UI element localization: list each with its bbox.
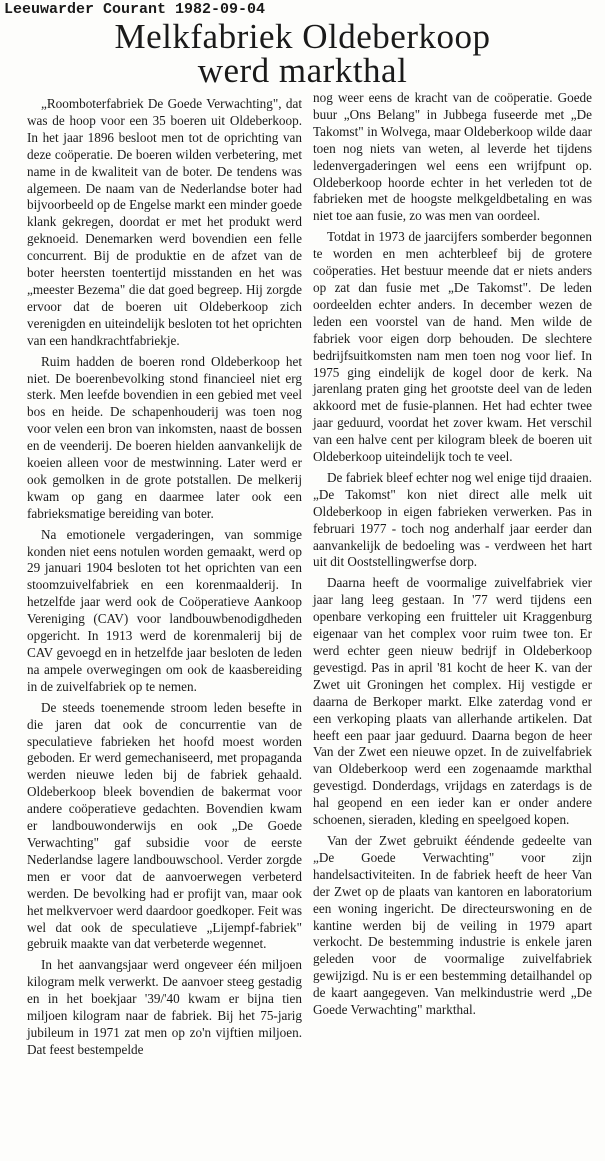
paragraph: Totdat in 1973 de jaarcijfers somberder begonnen te worden en men achterbleef bij de grotere coöperaties. Het bestuur meende dat er niets anders op zat dan fusie met „De Takomst". De leden oordeelden echter anders. In december wezen de leden een voorstel van de hand. Men wilde de fabriek voor eigen dorp behouden. De slechtere bedrijfsuitkomsten nam men toen nog voor lief. In 1975 ging eindelijk de kogel door de kerk. Na jarenlang praten ging het grootste deel van de leden akkoord met de fusie-plannen. Het had echter twee jaar geduurd, voordat het zover kwam. Het verschil van een halve cent per kilogram bleek de boeren uit Oldeberkoop uiteindelijk toch te veel.	[313, 229, 592, 465]
headline	[0, 17, 605, 90]
paragraph: De steeds toenemende stroom leden besefte in die jaren dat ook de concurrentie van de speculatieve fabrieken het hoofd moest worden geboden. Er werd gemechaniseerd, met propaganda werden nieuwe leden bij de fabriek gehaald. Oldeberkoop bleek bovendien de bakermat voor andere coöperatieve gedachten. Bovendien kwam er landbouwonderwijs en ook „De Goede Verwachting" gaf subsidie voor de eerste Nederlandse lagere landbouwschool. Verder zorgde men er voor dat de aanvoerwegen verbeterd werden. De bevolking had er profijt van, maar ook het melkvervoer werd daardoor goedkoper. Feit was wel dat ook de speculatieve „Lijempf-fabriek" gebruik maakte van dat verbeterde wegennet.	[27, 699, 303, 952]
paragraph: Na emotionele vergaderingen, van sommige konden niet eens notulen worden gemaakt, werd op 29 januari 1904 besloten tot het oprichten van een stoomzuivelfabriek en een korenmaalderij. In hetzelfde jaar werd ook de Coöperatieve Aankoop Vereniging (CAV) voor landbouwbenodigdheden opgericht. In 1913 werd de korenmalerij bij de CAV gevoegd en in hetzelfde jaar besloten de leden na ampele overwegingen om ook de kaasbereiding in de zuivelfabriek op te nemen.	[27, 526, 302, 694]
article-column-left	[27, 96, 302, 1063]
headline-line-1: Melkfabriek Oldeberkoop	[114, 17, 491, 56]
paragraph: Daarna heeft de voormalige zuivelfabriek vier jaar lang leeg gestaan. In '77 werd tijdens een openbare verkoping een fruitteler uit Kraggenburg eigenaar van het complex voor ruim twee ton. Er werd echter geen nieuw bedrijf in Oldeberkoop gevestigd. Pas in april '81 kocht de heer K. van der Zwet uit Groningen het complex. Hij vestigde er daarna de Berkoper markt. Elke zaterdag vond er een verkoping plaats van allerhande artikelen. Dat heeft een paar jaar geduurd. Daarna begon de heer Van der Zwet een nieuwe opzet. In de zuivelfabriek van Oldeberkoop werd een zogenaamde markthal gevestigd. Donderdags, vrijdags en zaterdags is de hal geopend en een ieder kan er onder andere schoenen, sieraden, kleding en speelgoed kopen.	[313, 575, 592, 828]
paragraph: De fabriek bleef echter nog wel enige tijd draaien. „De Takomst" kon niet direct alle melk uit Oldeberkoop in eigen fabrieken verwerken. Pas in februari 1977 - toch nog anderhalf jaar eerder dan aanvankelijk de bedoeling was - verdween het hart uit dit Ooststellingwerfse dorp.	[313, 469, 592, 570]
paragraph: In het aanvangsjaar werd ongeveer één miljoen kilogram melk verwerkt. De aanvoer steeg gestadig en in het boekjaar '39/'40 kwam er bijna tien miljoen kilogram naar de fabriek. Bij het 75-jarig jubileum in 1971 zat men op zo'n vijftien miljoen. Dat feest bestempelde	[27, 957, 302, 1057]
paragraph: Ruim hadden de boeren rond Oldeberkoop het niet. De boerenbevolking stond financieel niet erg sterk. Men leefde bovendien in een gebied met veel bos en heide. De schapenhouderij was toen nog voor velen een bron van inkomsten, naast de bossen en de veenderij. De boeren hielden aanvankelijk de koeien alleen voor de mestwinning. Later werd er ook gemolken in de grote potstallen. De melkerij kwam op gang en daarmee later ook een fabrieksmatige bereiding van boter.	[27, 353, 302, 521]
source-date-line: Leeuwarder Courant 1982-09-04	[4, 1, 266, 18]
paragraph: nog weer eens de kracht van de coöperatie. Goede buur „Ons Belang" in Jubbega fuseerde met „De Takomst" in Wolvega, maar Oldeberkoop wilde daar toen nog niets van weten, al leverde het tijdens ledenvergaderingen wel eens een wrijfpunt op. Oldeberkoop hoorde echter in het verleden tot de fabrieken met de hoogste melkgeldbetaling en was niet toe aan fusie, zo was men van oordeel.	[313, 90, 592, 224]
headline-line-2: werd markthal	[197, 51, 408, 90]
article-column-right	[313, 90, 592, 1023]
paragraph: „Roomboterfabriek De Goede Verwachting", dat was de hoop voor een 35 boeren uit Oldeberkoop. In het jaar 1896 besloot men tot de oprichting van deze coöperatie. De boeren wilden verbetering, met name in de kwaliteit van de boter. De tendens was algemeen. De naam van de Nederlandse boter had bijvoorbeeld op de Engelse markt een minder goede klank gekregen, doordat er met het produkt werd geknoeid. Denemarken werd bovendien een felle concurrent. Bij de produktie en de afzet van de boter heersten toentertijd misstanden en het was „meester Bezema" die dat goed begreep. Hij zorgde ervoor dat de boeren uit Oldeberkoop zich verenigden en uiteindelijk besloten tot het oprichten van een handkrachtfabriekje.	[27, 96, 303, 348]
paragraph: Van der Zwet gebruikt ééndende gedeelte van „De Goede Verwachting" voor zijn handelsactiviteiten. In de fabriek heeft de heer Van der Zwet op de plaats van kantoren en laboratorium een woning ingericht. De directeurswoning en de kantine werden bij de veiling in 1979 apart verkocht. De bestemming industrie is enkele jaren geleden voor de voormalige zuivelfabriek gewijzigd. Nu is er een bestemming detailhandel op de kaart aangegeven. Van melkindustrie werd „De Goede Verwachting" markthal.	[313, 832, 592, 1018]
